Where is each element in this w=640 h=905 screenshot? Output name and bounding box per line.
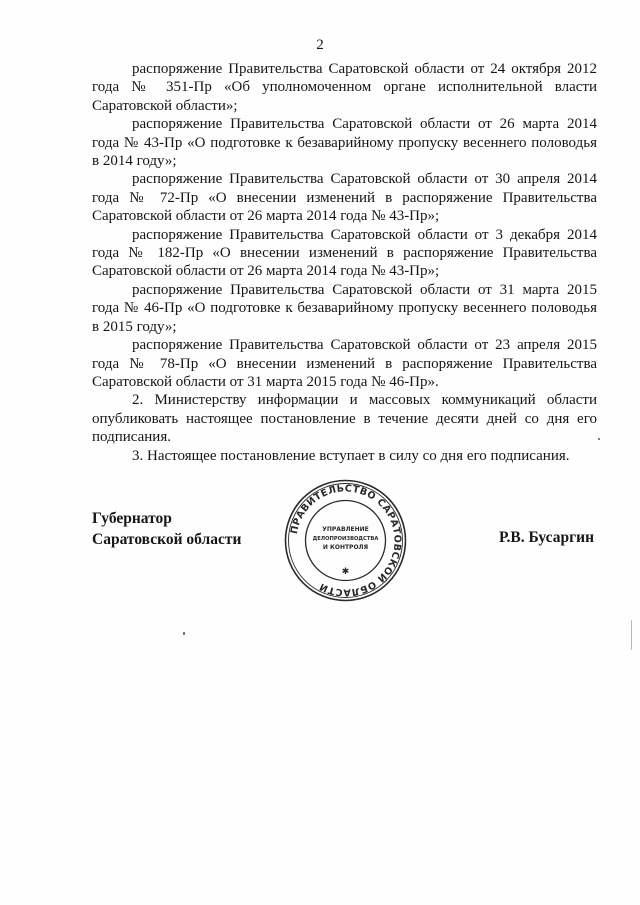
paragraph-order-2014-72: распоряжение Правительства Саратовской области от 30 апреля 2014 года № 72-Пр «О внесении изменений в распоряжение Правительства Саратовской области от 26 марта 2014 года № 43-Пр»; xyxy=(92,171,597,225)
clause-2-publication: 2. Министерству информации и массовых коммуникаций области опубликовать настоящее постановление в течение десяти дней со дня его подписания. xyxy=(92,392,597,446)
page-number: 2 xyxy=(316,37,324,53)
paragraph-order-2015-78: распоряжение Правительства Саратовской области от 23 апреля 2015 года № 78-Пр «О внесении изменений в распоряжение Правительства Саратовской области от 31 марта 2015 года № 46-Пр». xyxy=(92,337,597,390)
signatory-title: Губернатор xyxy=(92,510,172,527)
paragraph-order-2012-351: распоряжение Правительства Саратовской области от 24 октября 2012 года № 351-Пр «Об уполномоченном органе исполнительной власти Саратовской области»; xyxy=(92,61,597,114)
seal-ring-textpath: ПРАВИТЕЛЬСТВО САРАТОВСКОЙ ОБЛАСТИ xyxy=(288,483,403,598)
signatory-position xyxy=(92,509,241,551)
seal-inner-line-1: УПРАВЛЕНИЕ xyxy=(322,526,369,533)
seal-star-icon: ✱ xyxy=(341,567,350,577)
paragraph-order-2014-43: распоряжение Правительства Саратовской области от 26 марта 2014 года № 43-Пр «О подготовке к безаварийному пропуску весеннего половодья в 2014 году»; xyxy=(92,116,597,170)
scan-speck xyxy=(598,438,600,440)
document-body xyxy=(92,60,597,465)
scan-edge-mark xyxy=(631,620,632,650)
official-seal-stamp xyxy=(283,478,408,603)
clause-3-effective-date: 3. Настоящее постановление вступает в силу со дня его подписания. xyxy=(132,447,570,464)
scan-speck xyxy=(183,632,185,635)
signatory-region: Саратовской области xyxy=(92,531,242,548)
paragraph-order-2015-46: распоряжение Правительства Саратовской области от 31 марта 2015 года № 46-Пр «О подготовке к безаварийному пропуску весеннего половодья в 2015 году»; xyxy=(92,281,597,335)
paragraph-order-2014-182: распоряжение Правительства Саратовской области от 3 декабря 2014 года № 182-Пр «О внесении изменений в распоряжение Правительства Саратовской области от 26 марта 2014 года № 43-Пр»; xyxy=(92,226,597,280)
seal-inner-line-3: И КОНТРОЛЯ xyxy=(322,544,369,551)
seal-inner-line-2: ДЕЛОПРОИЗВОДСТВА xyxy=(312,536,379,542)
signatory-name: Р.В. Бусаргин xyxy=(499,529,594,546)
